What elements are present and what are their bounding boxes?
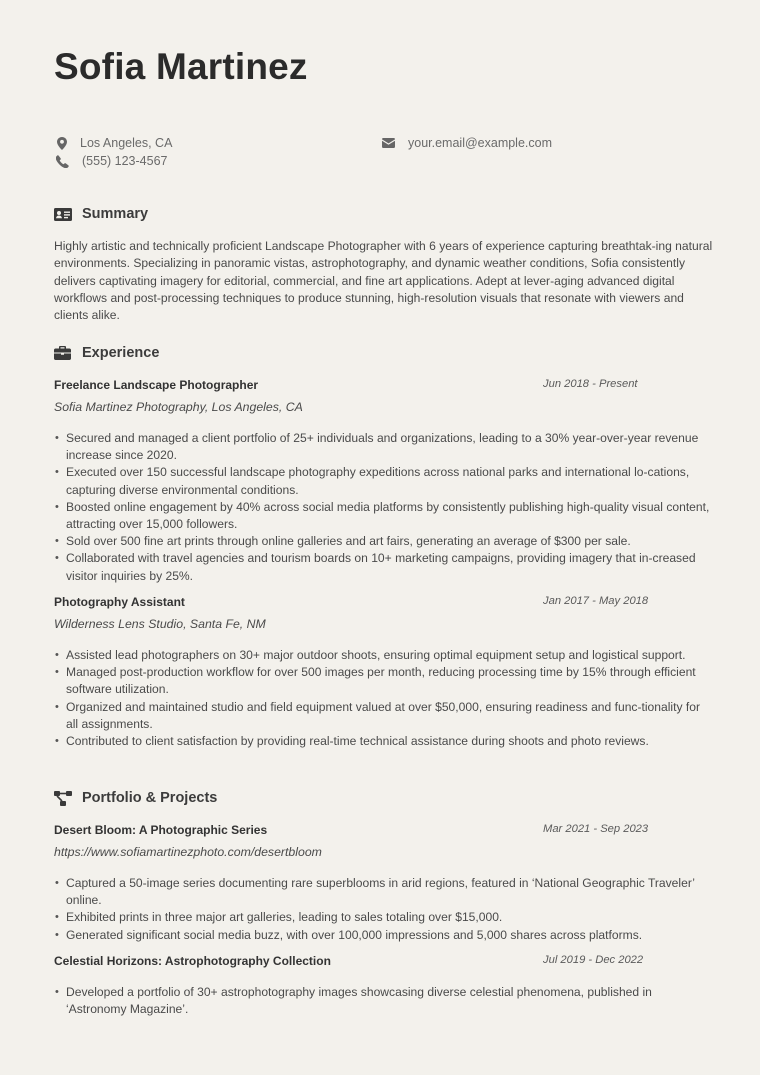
job-bullet-list [54, 430, 714, 585]
job-title: Freelance Landscape Photographer [54, 378, 259, 392]
contact-phone [54, 154, 167, 168]
list-item: • Organized and maintained studio and field equipment valued at over $50,000, ensuring readiness and func-tionality for all assignments. [54, 699, 714, 733]
job-company: Sofia Martinez Photography, Los Angeles, CA [54, 400, 303, 414]
summary-title: Summary [82, 206, 149, 222]
briefcase-icon [54, 345, 73, 361]
phone-icon [54, 154, 70, 168]
job-date: Jun 2018 - Present [543, 378, 638, 390]
envelope-icon [380, 136, 396, 150]
projects-heading [54, 790, 217, 806]
phone-text: (555) 123-4567 [82, 154, 168, 168]
project-title: Celestial Horizons: Astrophotography Collection [54, 954, 331, 968]
email-link[interactable]: your.email@example.com [408, 136, 552, 150]
list-item: • Sold over 500 fine art prints through online galleries and art fairs, generating an average of $300 per sale. [54, 533, 714, 550]
job-bullet-list [54, 647, 714, 750]
list-item: • Secured and managed a client portfolio of 25+ individuals and organizations, leading to a 30% year-over-year revenue increase since 2020. [54, 430, 714, 464]
list-item: • Assisted lead photographers on 30+ major outdoor shoots, ensuring optimal equipment setup and logistical support. [54, 647, 714, 664]
project-bullet-list [54, 984, 714, 1018]
experience-title: Experience [82, 345, 160, 361]
project-link[interactable]: https://www.sofiamartinezphoto.com/desertbloom [54, 845, 322, 859]
map-pin-icon [54, 136, 70, 150]
list-item: • Managed post-production workflow for over 500 images per month, reducing processing time by 15% through efficient software utilization. [54, 664, 714, 698]
contact-email [380, 136, 552, 150]
experience-heading [54, 345, 159, 361]
summary-text: Highly artistic and technically proficient Landscape Photographer with 6 years of experience capturing breathtak-ing natural environments. Specializing in panoramic vistas, astrophotography, and dynamic weather conditions, Sofia consistently delivers captivating imagery for editorial, commercial, and fine art applications. Adept at lever-aging advanced digital workflows and post-processing techniques to produce stunning, high-resolution visuals that resonate with viewers and clients alike. [54, 239, 713, 323]
project-date: Jul 2019 - Dec 2022 [543, 954, 644, 966]
diagram-nodes-icon [54, 790, 73, 806]
project-date: Mar 2021 - Sep 2023 [543, 823, 649, 835]
list-item: • Captured a 50-image series documenting rare superblooms in arid regions, featured in ‘National Geographic Traveler’ online. [54, 875, 714, 909]
job-date: Jan 2017 - May 2018 [543, 595, 649, 607]
id-card-icon [54, 206, 73, 222]
project-bullet-list [54, 875, 714, 944]
project-title: Desert Bloom: A Photographic Series [54, 823, 268, 837]
list-item: • Generated significant social media buzz, with over 100,000 impressions and 5,000 shares across platforms. [54, 927, 714, 944]
list-item: • Contributed to client satisfaction by providing real-time technical assistance during shoots and photo reviews. [54, 733, 714, 750]
job-company: Wilderness Lens Studio, Santa Fe, NM [54, 617, 266, 631]
list-item: • Boosted online engagement by 40% across social media platforms by consistently publishing high-quality visual content, attracting over 15,000 followers. [54, 499, 714, 533]
list-item: • Developed a portfolio of 30+ astrophotography images showcasing diverse celestial phenomena, published in ‘Astronomy Magazine’. [54, 984, 714, 1018]
contact-location [54, 136, 172, 150]
list-item: • Exhibited prints in three major art galleries, leading to sales totaling over $15,000. [54, 909, 714, 926]
list-item: • Executed over 150 successful landscape photography expeditions across national parks and international lo-cations, capturing diverse environmental conditions. [54, 464, 714, 498]
list-item: • Collaborated with travel agencies and tourism boards on 10+ marketing campaigns, providing imagery that in-creased visitor inquiries by 25%. [54, 550, 714, 584]
location-text: Los Angeles, CA [80, 136, 173, 150]
projects-title: Portfolio & Projects [82, 790, 218, 806]
candidate-name: Sofia Martinez [54, 46, 308, 87]
job-title: Photography Assistant [54, 595, 185, 609]
summary-heading [54, 206, 148, 222]
